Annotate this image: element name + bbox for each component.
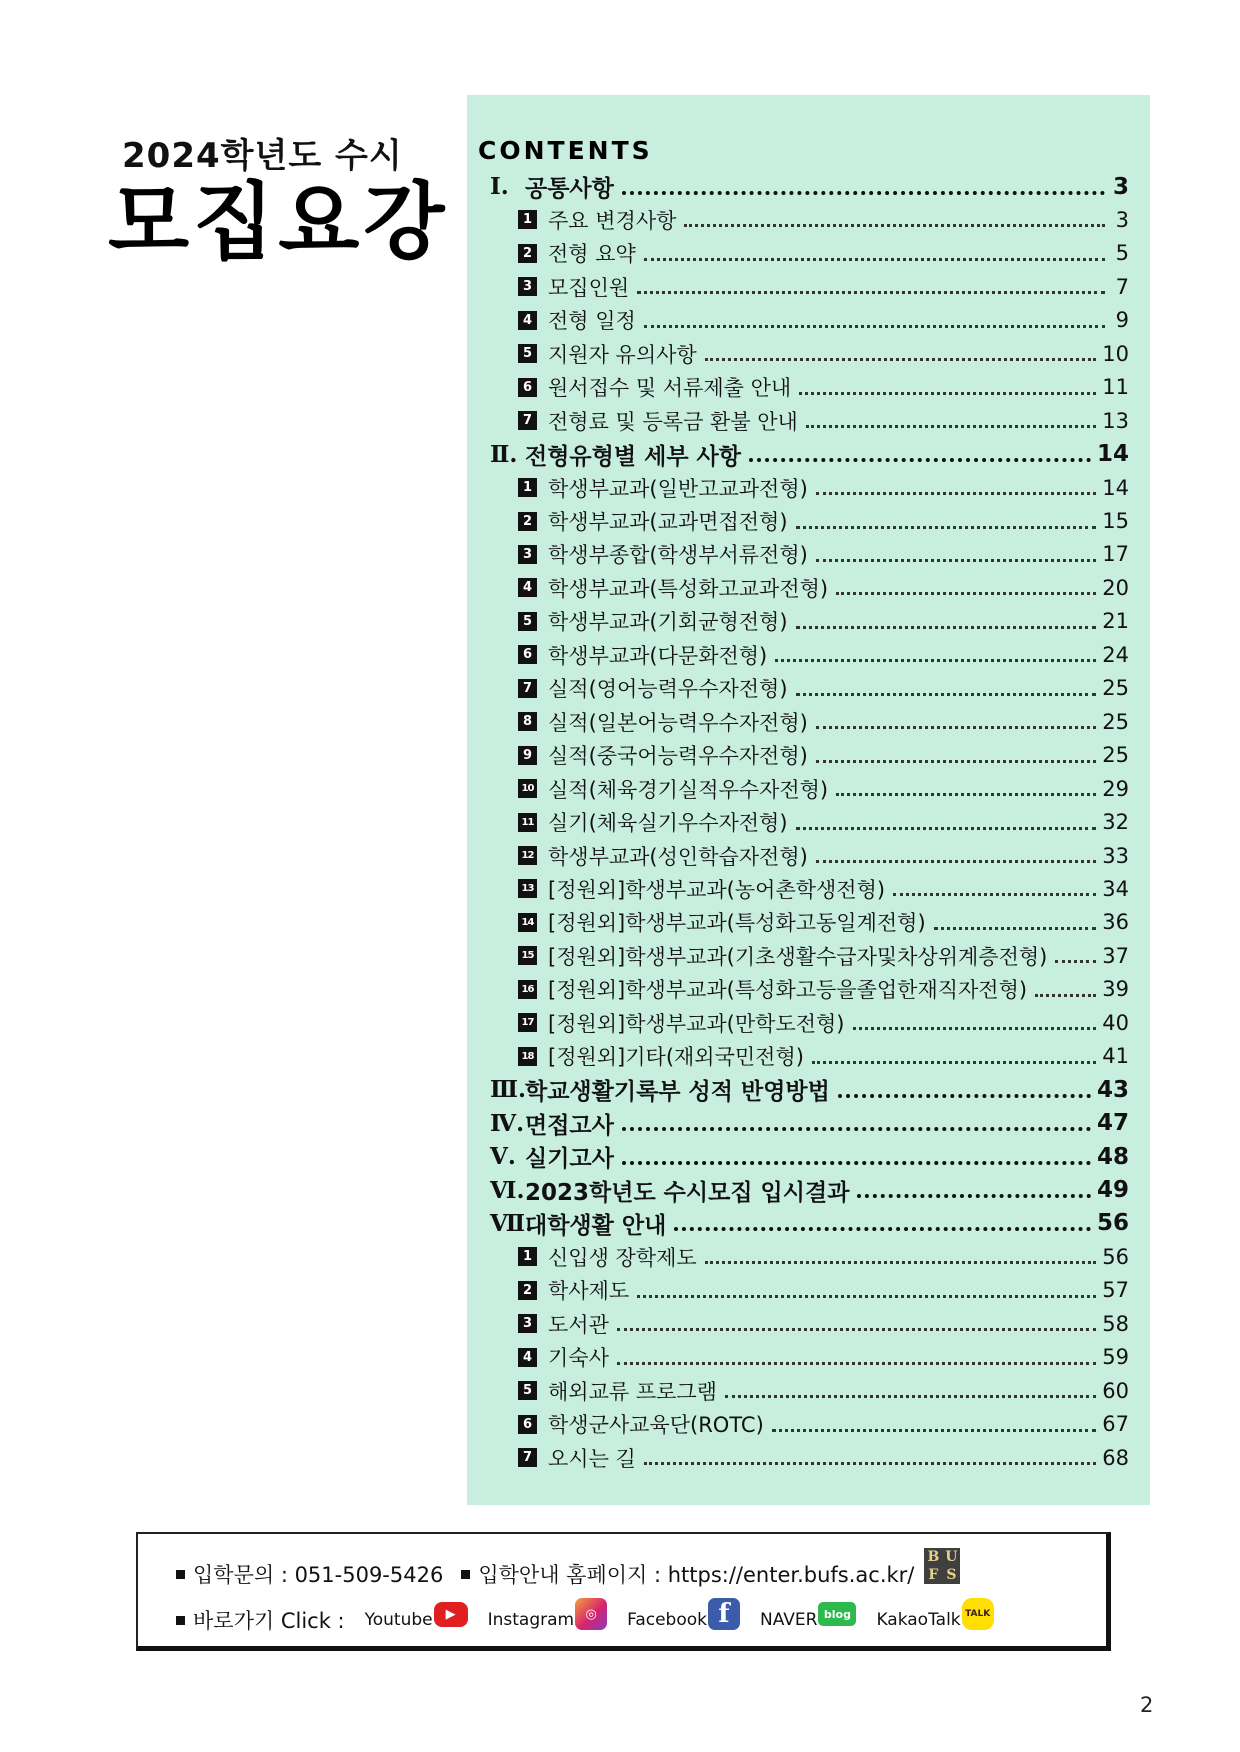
item-number-badge: 7 bbox=[518, 679, 537, 698]
toc-item[interactable] bbox=[518, 304, 1129, 337]
item-page: 32 bbox=[1102, 810, 1129, 835]
dot-leader bbox=[674, 1223, 1091, 1231]
dot-leader bbox=[705, 1257, 1097, 1264]
toc-item[interactable] bbox=[518, 538, 1129, 571]
item-page: 3 bbox=[1115, 207, 1129, 232]
item-page: 67 bbox=[1102, 1412, 1129, 1437]
dot-leader bbox=[893, 889, 1096, 896]
toc-section[interactable] bbox=[490, 1107, 1129, 1140]
section-numeral: Ⅱ. bbox=[490, 440, 518, 468]
item-page: 25 bbox=[1102, 709, 1129, 734]
item-number-badge: 9 bbox=[518, 746, 537, 765]
item-number-badge: 12 bbox=[518, 846, 537, 865]
section-numeral: Ⅵ. bbox=[490, 1176, 525, 1204]
section-title: 전형유형별 세부 사항 bbox=[525, 443, 741, 470]
item-number-badge: 6 bbox=[518, 1415, 537, 1434]
youtube-icon[interactable]: ▶ bbox=[434, 1602, 468, 1627]
logo-letter: U bbox=[945, 1549, 958, 1565]
naver-blog-icon[interactable]: blog bbox=[818, 1602, 856, 1626]
item-number-badge: 14 bbox=[518, 913, 537, 932]
dot-leader bbox=[644, 321, 1105, 328]
item-title: 전형료 및 등록금 환불 안내 bbox=[548, 409, 798, 434]
item-title: 학생군사교육단(ROTC) bbox=[548, 1413, 764, 1438]
toc-section[interactable] bbox=[490, 170, 1129, 203]
dot-leader bbox=[644, 254, 1105, 261]
item-page: 20 bbox=[1102, 575, 1129, 600]
item-title: 실기(체육실기우수자전형) bbox=[548, 811, 788, 836]
item-number-badge: 3 bbox=[518, 277, 537, 296]
section-page: 49 bbox=[1096, 1177, 1129, 1203]
item-page: 21 bbox=[1102, 609, 1129, 634]
section-title: 학교생활기록부 성적 반영방법 bbox=[525, 1079, 830, 1106]
toc-item[interactable] bbox=[518, 605, 1129, 638]
bullet-icon bbox=[176, 1616, 185, 1625]
item-title: 모집인원 bbox=[548, 275, 630, 300]
subtitle: 2024학년도 수시 bbox=[122, 136, 403, 176]
item-page: 68 bbox=[1102, 1445, 1129, 1470]
facebook-link[interactable]: Facebook bbox=[627, 1610, 707, 1630]
item-title: [정원외]학생부교과(기초생활수급자및차상위계층전형) bbox=[548, 944, 1048, 969]
item-title: 기숙사 bbox=[548, 1346, 609, 1371]
dot-leader bbox=[684, 220, 1105, 227]
dot-leader bbox=[799, 388, 1096, 395]
item-title: 도서관 bbox=[548, 1312, 609, 1337]
item-title: 실적(일본어능력우수자전형) bbox=[548, 710, 808, 735]
item-title: [정원외]기타(재외국민전형) bbox=[548, 1045, 804, 1070]
shortcut-label: 바로가기 Click : bbox=[193, 1609, 345, 1633]
toc-item[interactable] bbox=[518, 1040, 1129, 1073]
logo-letter: F bbox=[928, 1567, 939, 1583]
item-number-badge: 8 bbox=[518, 712, 537, 731]
item-page: 58 bbox=[1102, 1311, 1129, 1336]
item-page: 29 bbox=[1102, 776, 1129, 801]
item-page: 40 bbox=[1102, 1010, 1129, 1035]
dot-leader bbox=[853, 1023, 1097, 1030]
toc-item[interactable] bbox=[518, 371, 1129, 404]
item-page: 57 bbox=[1102, 1278, 1129, 1303]
dot-leader bbox=[836, 789, 1096, 796]
section-numeral: Ⅰ. bbox=[490, 173, 509, 200]
section-numeral: Ⅳ. bbox=[490, 1109, 525, 1137]
section-numeral: Ⅴ. bbox=[490, 1143, 516, 1171]
dot-leader bbox=[1055, 956, 1096, 963]
kakaotalk-link[interactable]: KakaoTalk bbox=[876, 1610, 961, 1630]
item-title: 전형 일정 bbox=[548, 309, 636, 334]
item-page: 11 bbox=[1102, 375, 1129, 400]
item-title: 학생부교과(성인학습자전형) bbox=[548, 844, 808, 869]
toc-item[interactable] bbox=[518, 939, 1129, 972]
section-page: 56 bbox=[1096, 1210, 1129, 1237]
toc-item[interactable] bbox=[518, 638, 1129, 671]
item-number-badge: 1 bbox=[518, 1247, 537, 1266]
item-page: 56 bbox=[1102, 1244, 1129, 1269]
info-line-contact bbox=[176, 1549, 960, 1592]
toc-section[interactable] bbox=[490, 438, 1129, 471]
instagram-link[interactable]: Instagram bbox=[487, 1610, 575, 1630]
item-page: 7 bbox=[1115, 274, 1129, 299]
dot-leader bbox=[796, 622, 1097, 629]
dot-leader bbox=[806, 421, 1096, 428]
item-number-badge: 5 bbox=[518, 612, 537, 631]
item-number-badge: 2 bbox=[518, 244, 537, 263]
toc-section[interactable] bbox=[490, 1174, 1129, 1207]
item-number-badge: 2 bbox=[518, 512, 537, 531]
item-title: [정원외]학생부교과(특성화고동일계전형) bbox=[548, 911, 926, 936]
toc-item[interactable] bbox=[518, 1240, 1129, 1273]
dot-leader bbox=[617, 1358, 1096, 1365]
toc-item[interactable] bbox=[518, 1006, 1129, 1039]
item-number-badge: 1 bbox=[518, 478, 537, 497]
toc-item[interactable] bbox=[518, 337, 1129, 370]
naver-link[interactable]: NAVER bbox=[760, 1610, 818, 1630]
item-page: 36 bbox=[1102, 910, 1129, 935]
toc-section[interactable] bbox=[490, 1140, 1129, 1173]
section-page: 48 bbox=[1096, 1143, 1129, 1170]
page-title: 모집요강 bbox=[108, 173, 449, 271]
toc-item[interactable] bbox=[518, 772, 1129, 805]
dot-leader bbox=[637, 1291, 1096, 1298]
item-number-badge: 2 bbox=[518, 1281, 537, 1300]
toc-item[interactable] bbox=[518, 1441, 1129, 1474]
bullet-icon bbox=[461, 1570, 470, 1579]
item-number-badge: 17 bbox=[518, 1013, 537, 1032]
info-box bbox=[136, 1532, 1111, 1651]
section-page: 14 bbox=[1096, 441, 1129, 468]
item-title: 학생부교과(다문화전형) bbox=[548, 643, 768, 668]
item-title: [정원외]학생부교과(농어촌학생전형) bbox=[548, 877, 886, 902]
dot-leader bbox=[796, 522, 1097, 529]
item-title: 학생부교과(기회균형전형) bbox=[548, 610, 788, 635]
item-number-badge: 4 bbox=[518, 578, 537, 597]
toc-item[interactable] bbox=[518, 672, 1129, 705]
item-number-badge: 1 bbox=[518, 210, 537, 229]
item-number-badge: 5 bbox=[518, 1381, 537, 1400]
dot-leader bbox=[617, 1324, 1096, 1331]
dot-leader bbox=[644, 1458, 1096, 1465]
dot-leader bbox=[637, 287, 1105, 294]
item-page: 60 bbox=[1102, 1378, 1129, 1403]
item-number-badge: 6 bbox=[518, 645, 537, 664]
toc-item[interactable] bbox=[518, 872, 1129, 905]
dot-leader bbox=[857, 1190, 1091, 1198]
dot-leader bbox=[796, 689, 1097, 696]
item-title: 실적(영어능력우수자전형) bbox=[548, 677, 788, 702]
toc-item[interactable] bbox=[518, 505, 1129, 538]
toc-item[interactable] bbox=[518, 973, 1129, 1006]
youtube-link[interactable]: Youtube bbox=[364, 1610, 433, 1630]
logo-letter: S bbox=[946, 1567, 957, 1583]
item-title: 오시는 길 bbox=[548, 1446, 636, 1471]
instagram-icon[interactable]: ◎ bbox=[575, 1598, 607, 1630]
dot-leader bbox=[816, 488, 1096, 495]
item-number-badge: 7 bbox=[518, 1448, 537, 1467]
section-page: 43 bbox=[1096, 1076, 1129, 1103]
item-number-badge: 5 bbox=[518, 344, 537, 363]
page-number: 2 bbox=[1140, 1693, 1154, 1717]
item-number-badge: 3 bbox=[518, 545, 537, 564]
item-page: 41 bbox=[1102, 1044, 1129, 1069]
dot-leader bbox=[838, 1090, 1091, 1098]
item-title: 실적(중국어능력우수자전형) bbox=[548, 744, 808, 769]
dot-leader bbox=[772, 1425, 1096, 1432]
item-page: 13 bbox=[1102, 408, 1129, 433]
item-page: 25 bbox=[1102, 743, 1129, 768]
item-number-badge: 4 bbox=[518, 1348, 537, 1367]
toc-item[interactable] bbox=[518, 1307, 1129, 1340]
dot-leader bbox=[705, 354, 1097, 361]
item-page: 34 bbox=[1102, 876, 1129, 901]
item-title: 실적(체육경기실적우수자전형) bbox=[548, 777, 829, 802]
section-numeral: Ⅲ. bbox=[490, 1076, 527, 1104]
item-title: 해외교류 프로그램 bbox=[548, 1379, 717, 1404]
dot-leader bbox=[812, 1057, 1096, 1064]
item-title: 주요 변경사항 bbox=[548, 208, 677, 233]
dot-leader bbox=[622, 1123, 1091, 1131]
dot-leader bbox=[725, 1391, 1096, 1398]
dot-leader bbox=[1035, 990, 1096, 997]
facebook-icon[interactable]: f bbox=[708, 1598, 740, 1630]
item-page: 25 bbox=[1102, 676, 1129, 701]
item-page: 15 bbox=[1102, 509, 1129, 533]
section-title: 공통사항 bbox=[525, 176, 614, 202]
item-number-badge: 4 bbox=[518, 311, 537, 330]
dot-leader bbox=[622, 187, 1105, 195]
item-title: 신입생 장학제도 bbox=[548, 1245, 697, 1270]
dot-leader bbox=[934, 923, 1097, 930]
dot-leader bbox=[816, 856, 1096, 863]
item-title: 지원자 유의사항 bbox=[548, 342, 697, 367]
item-number-badge: 10 bbox=[518, 779, 537, 798]
item-number-badge: 3 bbox=[518, 1314, 537, 1333]
item-page: 9 bbox=[1115, 308, 1129, 333]
toc-item[interactable] bbox=[518, 906, 1129, 939]
item-title: [정원외]학생부교과(특성화고등을졸업한재직자전형) bbox=[548, 978, 1028, 1003]
item-page: 17 bbox=[1102, 542, 1129, 567]
toc-item[interactable] bbox=[518, 203, 1129, 236]
section-title: 면접고사 bbox=[525, 1112, 614, 1139]
item-title: 원서접수 및 서류제출 안내 bbox=[548, 376, 792, 401]
toc-section[interactable] bbox=[490, 1207, 1129, 1240]
section-page: 3 bbox=[1112, 173, 1129, 200]
item-page: 39 bbox=[1102, 977, 1129, 1002]
item-page: 14 bbox=[1102, 475, 1129, 500]
info-line-shortcuts bbox=[176, 1599, 1014, 1636]
item-page: 37 bbox=[1102, 943, 1129, 968]
section-title: 실기고사 bbox=[525, 1146, 614, 1173]
dot-leader bbox=[816, 756, 1096, 763]
toc-item[interactable] bbox=[518, 739, 1129, 772]
toc-item[interactable] bbox=[518, 806, 1129, 839]
item-number-badge: 15 bbox=[518, 946, 537, 965]
dot-leader bbox=[775, 655, 1096, 662]
section-title: 2023학년도 수시모집 입시결과 bbox=[525, 1179, 850, 1206]
toc-item[interactable] bbox=[518, 1374, 1129, 1407]
dot-leader bbox=[796, 823, 1097, 830]
toc-item[interactable] bbox=[518, 571, 1129, 604]
toc-item[interactable] bbox=[518, 237, 1129, 270]
dot-leader bbox=[749, 454, 1091, 462]
item-page: 24 bbox=[1102, 642, 1129, 667]
item-number-badge: 16 bbox=[518, 980, 537, 999]
item-number-badge: 18 bbox=[518, 1047, 537, 1066]
item-number-badge: 6 bbox=[518, 378, 537, 397]
toc-item[interactable] bbox=[518, 1274, 1129, 1307]
dot-leader bbox=[816, 722, 1096, 729]
contents-heading: CONTENTS bbox=[478, 136, 653, 165]
item-title: [정원외]학생부교과(만학도전형) bbox=[548, 1011, 845, 1036]
toc-item[interactable] bbox=[518, 1408, 1129, 1441]
toc-section[interactable] bbox=[490, 1073, 1129, 1106]
item-number-badge: 13 bbox=[518, 879, 537, 898]
toc-item[interactable] bbox=[518, 1341, 1129, 1374]
dot-leader bbox=[816, 555, 1096, 562]
toc-item[interactable] bbox=[518, 270, 1129, 303]
item-number-badge: 7 bbox=[518, 411, 537, 430]
item-page: 33 bbox=[1102, 843, 1129, 868]
item-title: 학생부교과(특성화고교과전형) bbox=[548, 576, 829, 601]
item-title: 학생부종합(학생부서류전형) bbox=[548, 543, 808, 568]
item-title: 학생부교과(교과면접전형) bbox=[548, 510, 788, 534]
homepage-link[interactable]: 입학안내 홈페이지 : https://enter.bufs.ac.kr/ bbox=[478, 1563, 915, 1587]
item-page: 10 bbox=[1102, 341, 1129, 366]
toc-item[interactable] bbox=[518, 705, 1129, 738]
toc-item[interactable] bbox=[518, 404, 1129, 437]
toc-item[interactable] bbox=[518, 839, 1129, 872]
item-page: 59 bbox=[1102, 1345, 1129, 1370]
kakaotalk-icon[interactable]: TALK bbox=[962, 1598, 994, 1630]
item-title: 전형 요약 bbox=[548, 242, 636, 267]
item-page: 5 bbox=[1115, 241, 1129, 266]
section-page: 47 bbox=[1096, 1110, 1129, 1137]
toc-item[interactable] bbox=[518, 471, 1129, 504]
bufs-logo bbox=[924, 1548, 960, 1584]
dot-leader bbox=[622, 1157, 1091, 1165]
item-title: 학사제도 bbox=[548, 1279, 630, 1304]
section-title: 대학생활 안내 bbox=[525, 1212, 667, 1239]
section-numeral: Ⅶ. bbox=[490, 1209, 534, 1237]
logo-letter: B bbox=[927, 1549, 940, 1565]
item-title: 학생부교과(일반고교과전형) bbox=[548, 476, 808, 501]
dot-leader bbox=[836, 588, 1096, 595]
bullet-icon bbox=[176, 1570, 185, 1579]
inquiry-text: 입학문의 : 051-509-5426 bbox=[193, 1563, 444, 1587]
item-number-badge: 11 bbox=[518, 813, 537, 832]
